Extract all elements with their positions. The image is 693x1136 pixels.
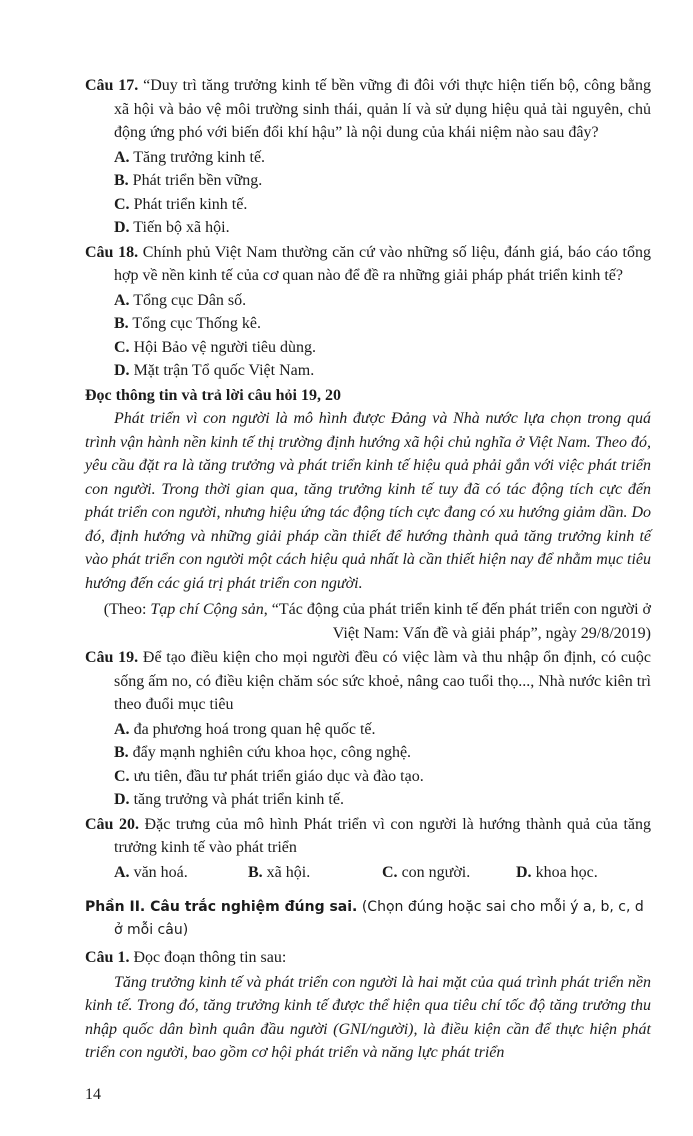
option-b: B. Tổng cục Thống kê. (114, 315, 261, 332)
question-18-options (85, 289, 651, 383)
question-text: “Duy trì tăng trưởng kinh tế bền vững đi đôi với thực hiện tiến bộ, công bằng xã hội và bảo vệ môi trường sinh thái, quản lí và sử dụng hiệu quả tài nguyên, chủ động ứng phó với biến đổi khí hậu” là nội dung của khái niệm nào sau đây? (114, 77, 652, 141)
document-page (85, 0, 651, 1106)
option-a: A. văn hoá. (114, 863, 188, 881)
option-d: D. Mặt trận Tổ quốc Việt Nam. (114, 362, 315, 379)
option-b: B. xã hội. (248, 863, 311, 881)
question-label: Câu 1. (85, 949, 130, 966)
question-text: Đặc trưng của mô hình Phát triển vì con người là hướng thành quả của tăng trưởng kinh tế vào phát triển (114, 815, 652, 856)
option-c: C. ưu tiên, đầu tư phát triển giáo dục và đào tạo. (114, 767, 424, 785)
option-c: C. Hội Bảo vệ người tiêu dùng. (114, 338, 317, 356)
question-label: Câu 18. (85, 243, 139, 261)
question-text: Đọc đoạn thông tin sau: (133, 949, 287, 966)
question-18 (85, 241, 651, 288)
option-a: A. Tổng cục Dân số. (114, 291, 247, 309)
question-20 (85, 813, 651, 860)
question-label: Câu 17. (85, 77, 139, 94)
question-20-options (85, 861, 651, 885)
question-19-options (85, 718, 651, 812)
page-number: 14 (85, 1085, 101, 1103)
option-d: D. khoa học. (516, 863, 598, 881)
question-label: Câu 19. (85, 649, 139, 666)
option-c: C. con người. (382, 863, 471, 881)
question-text: Chính phủ Việt Nam thường căn cứ vào những số liệu, đánh giá, báo cáo tổng hợp về nền kinh tế của cơ quan nào để đề ra những giải pháp phát triển kinh tế? (114, 243, 652, 284)
question-17-options (85, 146, 651, 240)
question-17 (85, 74, 651, 145)
option-b: B. Phát triển bền vững. (114, 172, 263, 189)
part-2-heading: Phần II. Câu trắc nghiệm đúng sai. (Chọn đúng hoặc sai cho mỗi ý a, b, c, d ở mỗi câu) (85, 899, 644, 938)
option-d: D. tăng trưởng và phát triển kinh tế. (114, 791, 344, 808)
reading-heading: Đọc thông tin và trả lời câu hỏi 19, 20 (85, 386, 341, 404)
option-a: A. Tăng trưởng kinh tế. (114, 148, 266, 166)
question-19 (85, 646, 651, 717)
reading-passage: Phát triển vì con người là mô hình được Đảng và Nhà nước lựa chọn trong quá trình vận hành nền kinh tế thị trường định hướng xã hội chủ nghĩa ở Việt Nam. Theo đó, yêu cầu đặt ra là tăng trưởng và phát triển kinh tế hiệu quả phải gắn với việc phát triển con người. Trong thời gian qua, tăng trưởng kinh tế tuy đã có tác động tích cực đến phát triển con người, nhưng hiệu ứng tác động tích cực đang có xu hướng giảm dần. Do đó, định hướng và những giải pháp cần thiết để hướng thành quả tăng trưởng kinh tế vào phát triển con người một cách hiệu quả nhất là cần thiết hiện nay để nhằm mục tiêu hướng đến các giá trị phát triển con người. (85, 410, 651, 592)
option-b: B. đẩy mạnh nghiên cứu khoa học, công nghệ. (114, 744, 412, 761)
question-text: Để tạo điều kiện cho mọi người đều có việc làm và thu nhập ổn định, có cuộc sống ấm no, có điều kiện chăm sóc sức khoẻ, nâng cao tuổi thọ..., Nhà nước kiên trì theo đuổi mục tiêu (114, 649, 652, 713)
question-label: Câu 20. (85, 815, 139, 833)
citation: (Theo: Tạp chí Cộng sản, “Tác động của phát triển kinh tế đến phát triển con người ở Việt Nam: Vấn đề và giải pháp”, ngày 29/8/2019) (103, 601, 651, 642)
part-2-question-1 (85, 946, 651, 970)
option-a: A. đa phương hoá trong quan hệ quốc tế. (114, 720, 376, 738)
part-2-passage: Tăng trưởng kinh tế và phát triển con người là hai mặt của quá trình phát triển nền kinh tế. Trong đó, tăng trưởng kinh tế được thể hiện qua tiêu chí tốc độ tăng trưởng thu nhập quốc dân bình quân đầu người (GNI/người), là điều kiện cần để thực hiện phát triển con người, bao gồm cơ hội phát triển và năng lực phát triển (85, 973, 651, 1061)
option-d: D. Tiến bộ xã hội. (114, 219, 230, 236)
option-c: C. Phát triển kinh tế. (114, 195, 248, 213)
